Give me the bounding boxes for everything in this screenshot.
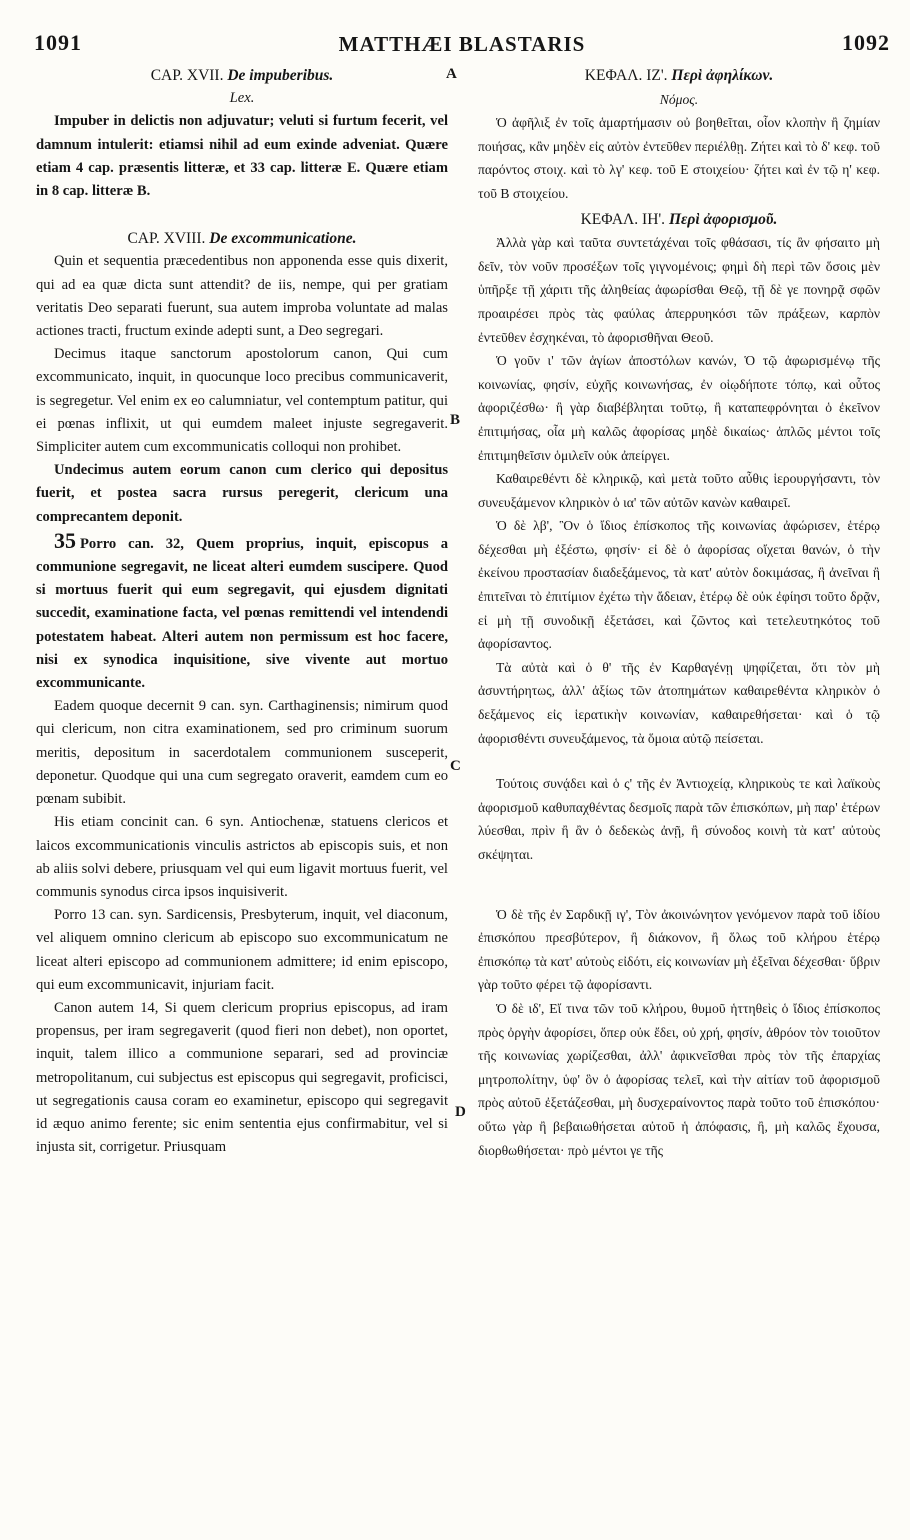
margin-marker-d: D [455,1104,466,1120]
latin-chapter-18-title: De excommunicatione. [209,230,357,248]
greek-paragraph-8: Ὁ δὲ ιδ', Εἴ τινα τῶν τοῦ κλήρου, θυμοῦ ἡττηθεὶς ὁ ἴδιος ἐπίσκοπος πρὸς ὀργὴν ἀφορίσει, ὅπερ οὐκ ἔδει, οὐ χρή, φησίν, ἀθρόον τὸν τοιοῦτον τῆς κοινωνίας χωρίζεσθαι, ἀλλ' ἀφικνεῖσθαι πρὸς τὸν τῆς ἐπαρχίας μητροπολίτην, ὑφ' ὃν ὁ ἀφορίσας τελεῖ, καὶ τὴν αἰτίαν τοῦ ἀφορισμοῦ πρὸς αὐτοῦ ἐξετάζεσθαι, μὴ δυσχεραίνοντος παρὰ τοῦτο τοῦ ἐπισκόπου· οὕτω γὰρ ἢ βεβαιωθήσεται αὐτοῦ ἡ ἀπόφασις, ἢ, μὴ καλῶς ἔχουσα, διορθωθήσεται· πρὸ μέντοι γε τῆς [478,1000,880,1158]
greek-chapter-17-subhead: Νόμος. [659,91,699,107]
margin-marker-a: A [446,66,457,82]
latin-chapter-17-subhead: Lex. [229,90,255,107]
latin-column [36,62,448,1522]
greek-chapter-17-number: ΚΕΦΑΛ. ΙΖ'. [584,67,668,84]
latin-chapter-17-heading [36,64,448,87]
page-number-left: 1091 [34,30,82,55]
latin-paragraph-5: Eadem quoque decernit 9 can. syn. Carthaginensis; nimirum quod qui clericum, non citra examinationem, sed pro criminum suorum meritis, depositum in sacerdotalem communionem susceperit, deponetur. Quodque qui una cum segregato oraverit, eamdem cum eo pœnam subibit. [36,698,448,808]
latin-paragraph-6: His etiam concinit can. 6 syn. Antiochenæ, statuens clericos et laicos excommunicationis vinculis astrictos ab episcopis suis, et non ab aliis solvi debere, priusquam vel qui eum ligavit mortuus fuerit, vel communis synodus circa ipsos inquisiverit. [36,814,448,900]
greek-paragraph-4: Ὁ δὲ λβ', Ὃν ὁ ἴδιος ἐπίσκοπος τῆς κοινωνίας ἀφώρισεν, ἑτέρῳ δέχεσθαι μὴ ἐξέστω, φησίν· εἰ δὲ ὁ ἀφορίσας οἴχεται θανών, ὁ τὴν ἐκείνου προστασίαν διαδεξάμενος, τὰ κατ' αὐτὸν δοκιμάσας, ἢ ἀνεῖναι ἢ ἐπιτεῖναι τὸ ἐπιτίμιον ἐχέτω τὴν ἄδειαν, ἑτέρῳ δὲ οὐκ ἐφίησι τοῦτο δρᾷν, εἰ μὴ τῇ συνοδικῇ ἐξετάσει, καὶ ζῶντος καὶ τετελευτηκότος τοῦ ἀφορίσαντος. [478,518,880,652]
latin-paragraph-2: Decimus itaque sanctorum apostolorum canon, Qui cum excommunicato, inquit, in quocunque loco precibus communicaverit, is segregetur. Vel enim ex eo calumniatur, vel contemptum patitur, qui ei pœnas inflixit, ut qui eumdem maleet injuste segregaverit. Simpliciter autem cum excommunicatis colloqui non prohibet. [36,346,448,456]
latin-chapter-17-number: CAP. XVII. [150,67,224,84]
greek-paragraph-3: Καθαιρεθέντι δὲ κληρικῷ, καὶ μετὰ τοῦτο αὖθις ἱερουργήσαντι, τὸν συνευξάμενον κληρικὸν ὁ ια' τῶν αὐτῶν κανὼν καθαιρεῖ. [478,471,880,510]
greek-chapter-18-number: ΚΕΦΑΛ. ΙΗ'. [580,210,666,228]
latin-paragraph-7: Porro 13 can. syn. Sardicensis, Presbyterum, inquit, vel diaconum, vel aliquem omnino clericum ab episcopo suo excommunicatum ne liceat alteri episcopo ad communionem admittere; id enim episcopo, qui eum excommunicavit, injuriam facit. [36,907,448,993]
greek-paragraph-2: Ὁ γοῦν ι' τῶν ἁγίων ἀποστόλων κανών, Ὁ τῷ ἀφωρισμένῳ τῆς κοινωνίας, φησίν, εὐχῆς κοινωνήσας, ἐν οἱῳδήποτε τόπῳ, καὶ οὗτος ἀφοριζέσθω· ἢ γὰρ διαβέβληται τοῦτῳ, ἢ καταπεφρόνηται ὁ ἐκεῖνον ἐπιτιμήσας, οἷα μὴ καλῶς ἀφορίσας μηδὲ δικαίως· ἁπλῶς μέντοι τοῖς ἐπιτιμηθεῖσιν ὁμιλεῖν οὐκ ἀπείργει. [478,353,880,463]
greek-chapter-17-title: Περὶ ἀφηλίκων. [671,67,774,84]
greek-chapter-17-text: Ὁ ἀφῆλιξ ἐν τοῖς ἁμαρτήμασιν οὐ βοηθεῖται, οἷον κλοπὴν ἢ ζημίαν ποιήσας, κἂν μηδὲν εἰς αὐτὸν ἐντεῦθεν περιέλθῃ. Ζήτει καὶ τὸ δ' κεφ. τοῦ παρόντος στοιχ. καὶ τὸ λγ' κεφ. τοῦ Ε στοιχείου· ζήτει καὶ ἐν τῷ η' κεφ. τοῦ Β στοιχείου. [478,115,880,201]
latin-chapter-17-text: Impuber in delictis non adjuvatur; veluti si furtum fecerit, vel damnum intulerit: etiamsi nihil ad eum exinde adveniat. Quære etiam 4 cap. præsentis litteræ, et 33 cap. litteræ E. Quære etiam in 8 cap. litteræ B. [36,113,448,200]
greek-chapter-18-title: Περὶ ἀφορισμοῦ. [668,210,778,228]
greek-paragraph-5: Τὰ αὐτὰ καὶ ὁ θ' τῆς ἐν Καρθαγένῃ ψηφίζεται, ὅτι τὸν μὴ ἀσυντήρητως, ἀλλ' ἀξίως τῶν ἀτοπημάτων καθαιρεθέντα κληρικὸν ὁ δεξάμενος εἰς ἱερατικὴν κοινωνίαν, καθαιρεθήσεται· καὶ ὁ τῷ ἀφορισθέντι συνευξάμενος, τὰ ὅμοια αὐτῷ πείσεται. [478,659,880,746]
latin-paragraph-4-text: Porro can. 32, Quem proprius, inquit, episcopus a communione segregavit, ne liceat alteri eumdem suscipere. Quod si mortuus fuerit qui eum segregavit, qui ejusdem dignitati succedit, examinatione facta, vel pœnas remittendi vel intendendi potestatem habeat. Alteri autem non permissum est hoc facere, nisi ex synodica inquisitione, sive vivente aut mortuo excommunicante. [36,535,448,692]
greek-column [478,62,880,1522]
latin-chapter-18-heading [36,227,448,250]
greek-paragraph-7: Ὁ δὲ τῆς ἐν Σαρδικῇ ιγ', Τὸν ἀκοινώνητον γενόμενον παρὰ τοῦ ἰδίου ἐπισκόπου πρεσβύτερον, ἢ διάκονον, ἢ ὅλως τοῦ κλήρου ἑτέρῳ ἐπισκόπῳ τὰ κατ' αὐτοὺς εἰδότι, εἰς κοινωνίαν μὴ ἐξεῖναι δέχεσθαι· ὕβριν γὰρ τοῦτο φέρει τῷ ἀφορίσαντι. [478,906,880,993]
latin-chapter-18-number: CAP. XVIII. [127,230,206,248]
running-title: MATTHÆI BLASTARIS [338,32,586,56]
margin-marker-c: C [450,758,461,774]
latin-paragraph-4 [36,529,448,695]
latin-chapter-17-title: De impuberibus. [227,67,334,84]
margin-marker-b: B [450,412,461,428]
page-number-right: 1092 [842,30,890,55]
running-head [34,30,890,60]
greek-paragraph-6: Τούτοις συνᾴδει καὶ ὁ ς' τῆς ἐν Ἀντιοχείᾳ, κληρικοὺς τε καὶ λαϊκοὺς ἀφορισμοῦ καθυπαχθέντας δεσμοῖς παρὰ τῶν ἐπισκόπων, μὴ παρ' ἑτέρων λύεσθαι, πρὶν ἢ ἂν ὁ δεδεκὼς ἀνῇ, ἢ σύνοδος κοινὴ τὰ κατ' αὐτοὺς σκέψηται. [478,776,880,862]
greek-chapter-17-heading [478,64,880,88]
greek-paragraph-1: Ἀλλὰ γὰρ καὶ ταῦτα συντετάχέναι τοῖς φθάσασι, τίς ἂν φήσαιτο μὴ δεῖν, τὸν νοῦν προσέξων τοῖς γιγνομένοις; φημὶ δὴ περὶ τῶν ὅσοις μὲν ὑπῆρξε τῇ χάριτι τῆς ἀληθείας ἀφωρίσθαι Θεῷ, τῇ δὲ γε πονηρᾷ σφῶν προαιρέσει πρὸς τὰς φαύλας ἀπερρυηκόσι τῶν πράξεων, καρπὸν ἐντεῦθεν ἐσχηκέναι, τὸ ἀφορισθῆναι Θεοῦ. [478,235,880,345]
latin-paragraph-3: Undecimus autem eorum canon cum clerico qui depositus fuerit, et postea sacra rursus peregerit, clericum una comprecantem deponit. [36,462,448,525]
margin-number: 35 [54,527,76,553]
latin-paragraph-8: Canon autem 14, Si quem clericum proprius episcopus, ad iram propensus, per iram segregaverit (quod fieri non debet), non oportet, inquit, talem illico a communione separari, sed ad provinciæ metropolitanum, cui subjectus est episcopus qui segregavit, proficisci, ut segregationis causa coram eo examinetur, episcopo qui segregavit id æquo animo ferente; sic enim sententia ejus confirmabitur, vel si injusta sit, corrigetur. Priusquam [36,999,448,1156]
latin-paragraph-1: Quin et sequentia præcedentibus non apponenda esse quis dixerit, qui ad ea quæ dicta sunt attendit? de iis, nempe, qui per gratiam veritatis Deo separati fuerunt, sua autem improba voluntate ad malas actiones tracti, fructum exinde adepti sunt, a Deo segregari. [36,253,448,340]
greek-chapter-18-heading [478,208,880,232]
